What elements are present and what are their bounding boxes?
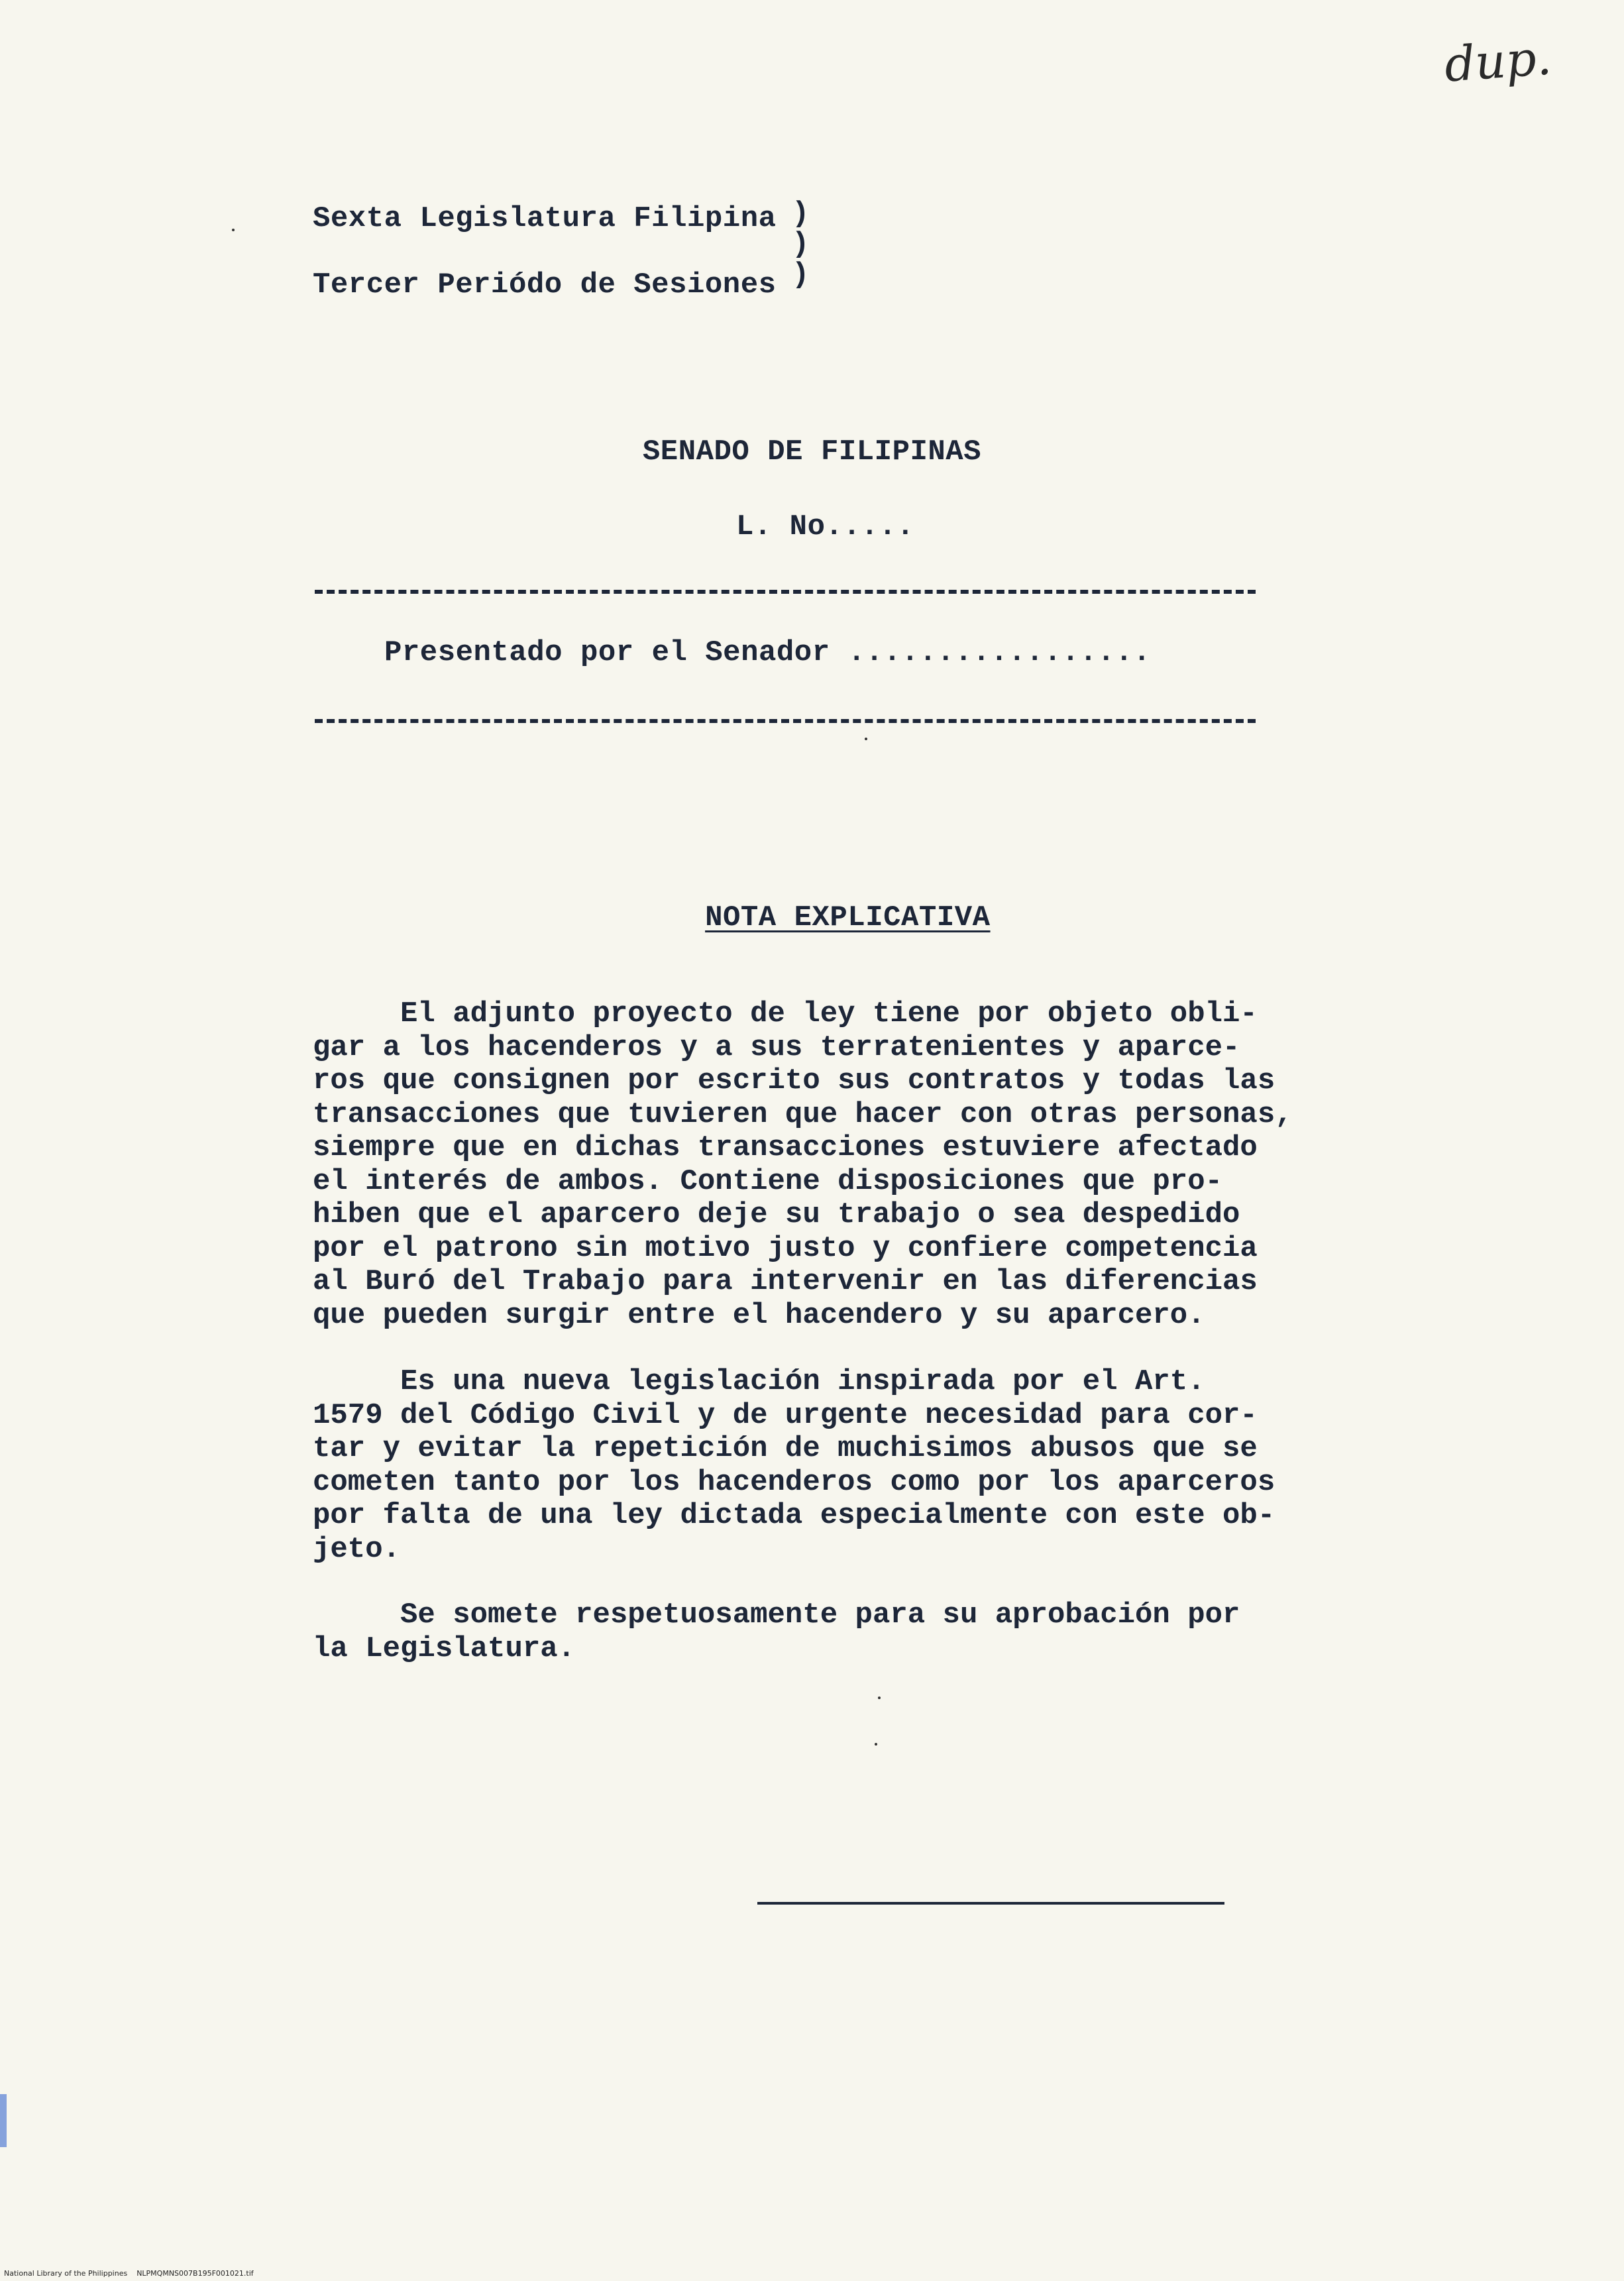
presented-by-line: Presentado por el Senador ................. — [384, 636, 1151, 669]
legislature-line: Sexta Legislatura Filipina — [313, 202, 777, 235]
handwritten-annotation: dup. — [1442, 29, 1554, 93]
bill-number: L. No..... — [735, 510, 915, 543]
dashed-divider-top — [315, 590, 1256, 594]
scan-edge-mark — [0, 2094, 7, 2147]
note-paragraph-3: Se somete respetuosamente para su aprobación por la Legislatura. — [313, 1598, 1240, 1665]
scan-footer: National Library of the Philippines NLPMQMNS007B195F001021.tif — [4, 2269, 254, 2278]
dashed-divider-bottom — [315, 719, 1256, 723]
signature-line — [757, 1902, 1224, 1905]
header-brackets: ) ) ) — [792, 197, 810, 292]
paper-speck — [865, 738, 867, 740]
paper-speck — [878, 1697, 881, 1699]
paper-speck — [875, 1743, 877, 1746]
note-heading-text: NOTA EXPLICATIVA — [705, 901, 991, 934]
session-line: Tercer Periódo de Sesiones — [313, 268, 777, 302]
note-paragraph-1: El adjunto proyecto de ley tiene por objeto obli- gar a los hacenderos y a sus terratenientes y aparce- ros que consignen por escrito sus contratos y todas las transacciones que tuvieren que hacer con otras personas, siempre que en dichas transacciones estuviere afectado el interés de ambos. Contiene disposiciones que pro- hiben que el aparcero deje su trabajo o sea despedido por el patrono sin motivo justo y confiere competencia al Buró del Trabajo para intervenir en las diferencias que pueden surgir entre el hacendero y su aparcero. — [313, 997, 1293, 1332]
note-paragraph-2: Es una nueva legislación inspirada por el Art. 1579 del Código Civil y de urgente necesidad para cor- tar y evitar la repetición de muchisimos abusos que se cometen tanto por los hacenderos como por los aparceros por falta de una ley dictada especialmente con este ob- jeto. — [313, 1365, 1275, 1566]
senate-title: SENADO DE FILIPINAS — [642, 435, 982, 469]
note-heading — [0, 868, 1624, 968]
paper-speck — [232, 229, 235, 231]
